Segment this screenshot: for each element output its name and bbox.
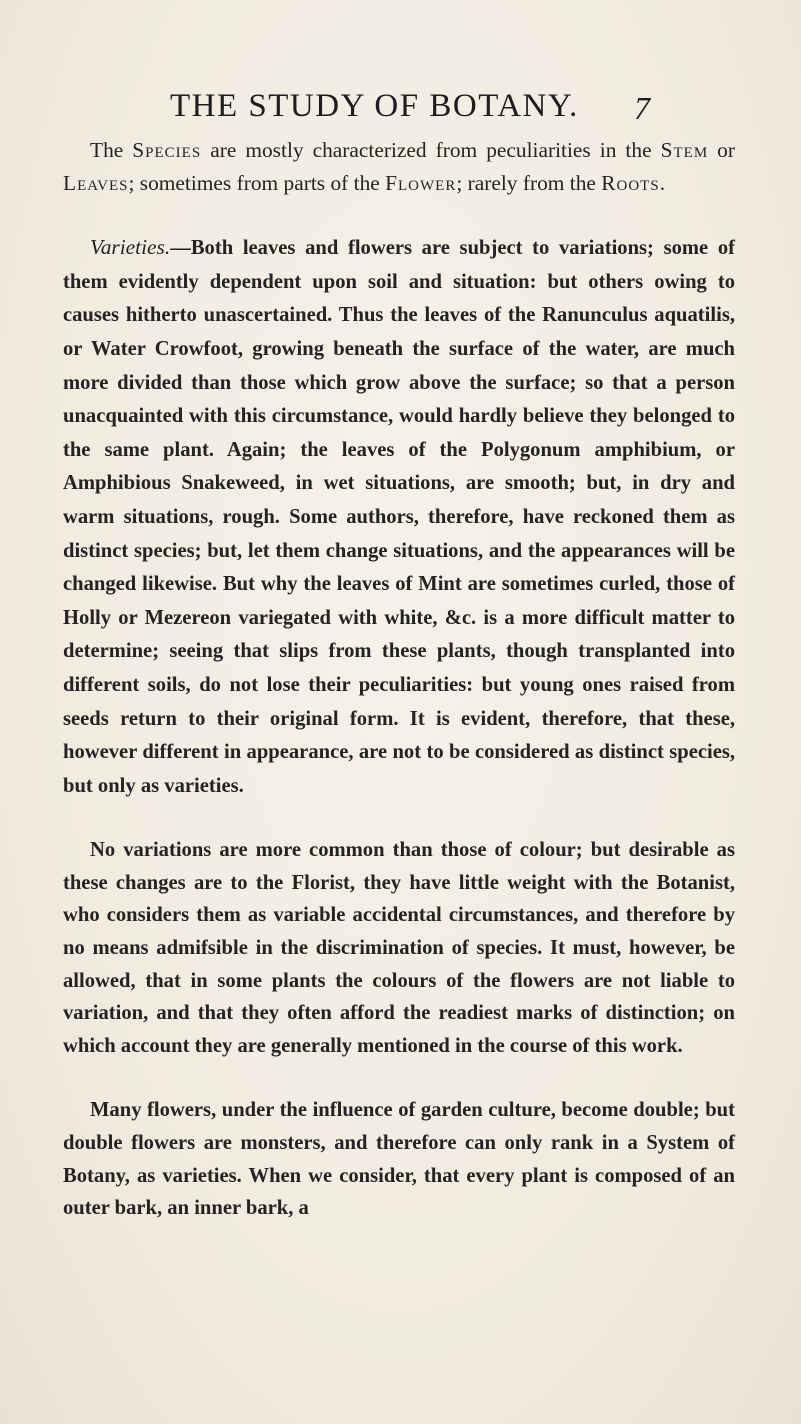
paragraph-text: No variations are more common than those of colour; but desirable as these changes are to the Florist, they have little weight with the Botanist, who considers them as variable accidental circumstances, and therefore by no means admifsible in the discrimination of species. It must, however, be allowed, that in some plants the colours of the flowers are not liable to variation, and that they often afford the readiest marks of distinction; on which account they are generally mentioned in the course of this work. <box>63 839 735 1057</box>
paragraph-text: —Both leaves and flowers are subject to variations; some of them evidently dependent upon soil and situation: but others owing to causes hitherto unascertained. Thus the leaves of the Ranunculus aquatilis, or Water Crowfoot, growing beneath the surface of the water, are much more divided than those which grow above the surface; so that a person unacquainted with this circumstance, would hardly believe they belonged to the same plant. Again; the leaves of the Polygonum amphibium, or Amphibious Snakeweed, in wet situations, are smooth; but, in dry and warm situations, rough. Some authors, therefore, have reckoned them as distinct species; but, let them change situations, and the appearances will be changed likewise. But why the leaves of Mint are sometimes curled, those of Holly or Mezereon variegated with white, &c. is a more difficult matter to determine; seeing that slips from these plants, though transplanted into different soils, do not lose their peculiarities: but young ones raised from seeds return to their original form. It is evident, therefore, that these, however different in appearance, are not to be considered as distinct species, but only as varieties. <box>63 237 735 797</box>
section-lead-varieties: Varieties. <box>90 235 171 260</box>
paragraph-colour <box>63 834 735 1062</box>
text-run: The <box>90 138 133 162</box>
text-run: or <box>708 138 735 162</box>
running-title: THE STUDY OF BOTANY. <box>170 88 579 124</box>
page-header <box>170 88 650 128</box>
text-run: are mostly characterized from peculiarities in the <box>201 138 661 162</box>
term-roots: Roots <box>601 170 660 195</box>
paragraph-double-flowers <box>63 1094 735 1224</box>
paragraph-species <box>63 134 735 199</box>
term-leaves: Leaves <box>63 170 129 195</box>
term-stem: Stem <box>660 138 709 162</box>
page-number: 7 <box>634 90 650 126</box>
term-flower: Flower <box>385 170 457 195</box>
text-run: . <box>659 170 666 195</box>
term-species: Species <box>132 138 202 162</box>
paragraph-varieties <box>63 231 735 802</box>
body-text <box>63 134 735 1225</box>
text-run: ; sometimes from parts of the <box>128 170 386 195</box>
paragraph-text: Many flowers, under the influence of garden culture, become double; but double flowers are monsters, and therefore can only rank in a System of Botany, as varieties. When we consider, that every plant is composed of an outer bark, an inner bark, a <box>63 1099 735 1220</box>
text-run: ; rarely from the <box>456 170 602 195</box>
